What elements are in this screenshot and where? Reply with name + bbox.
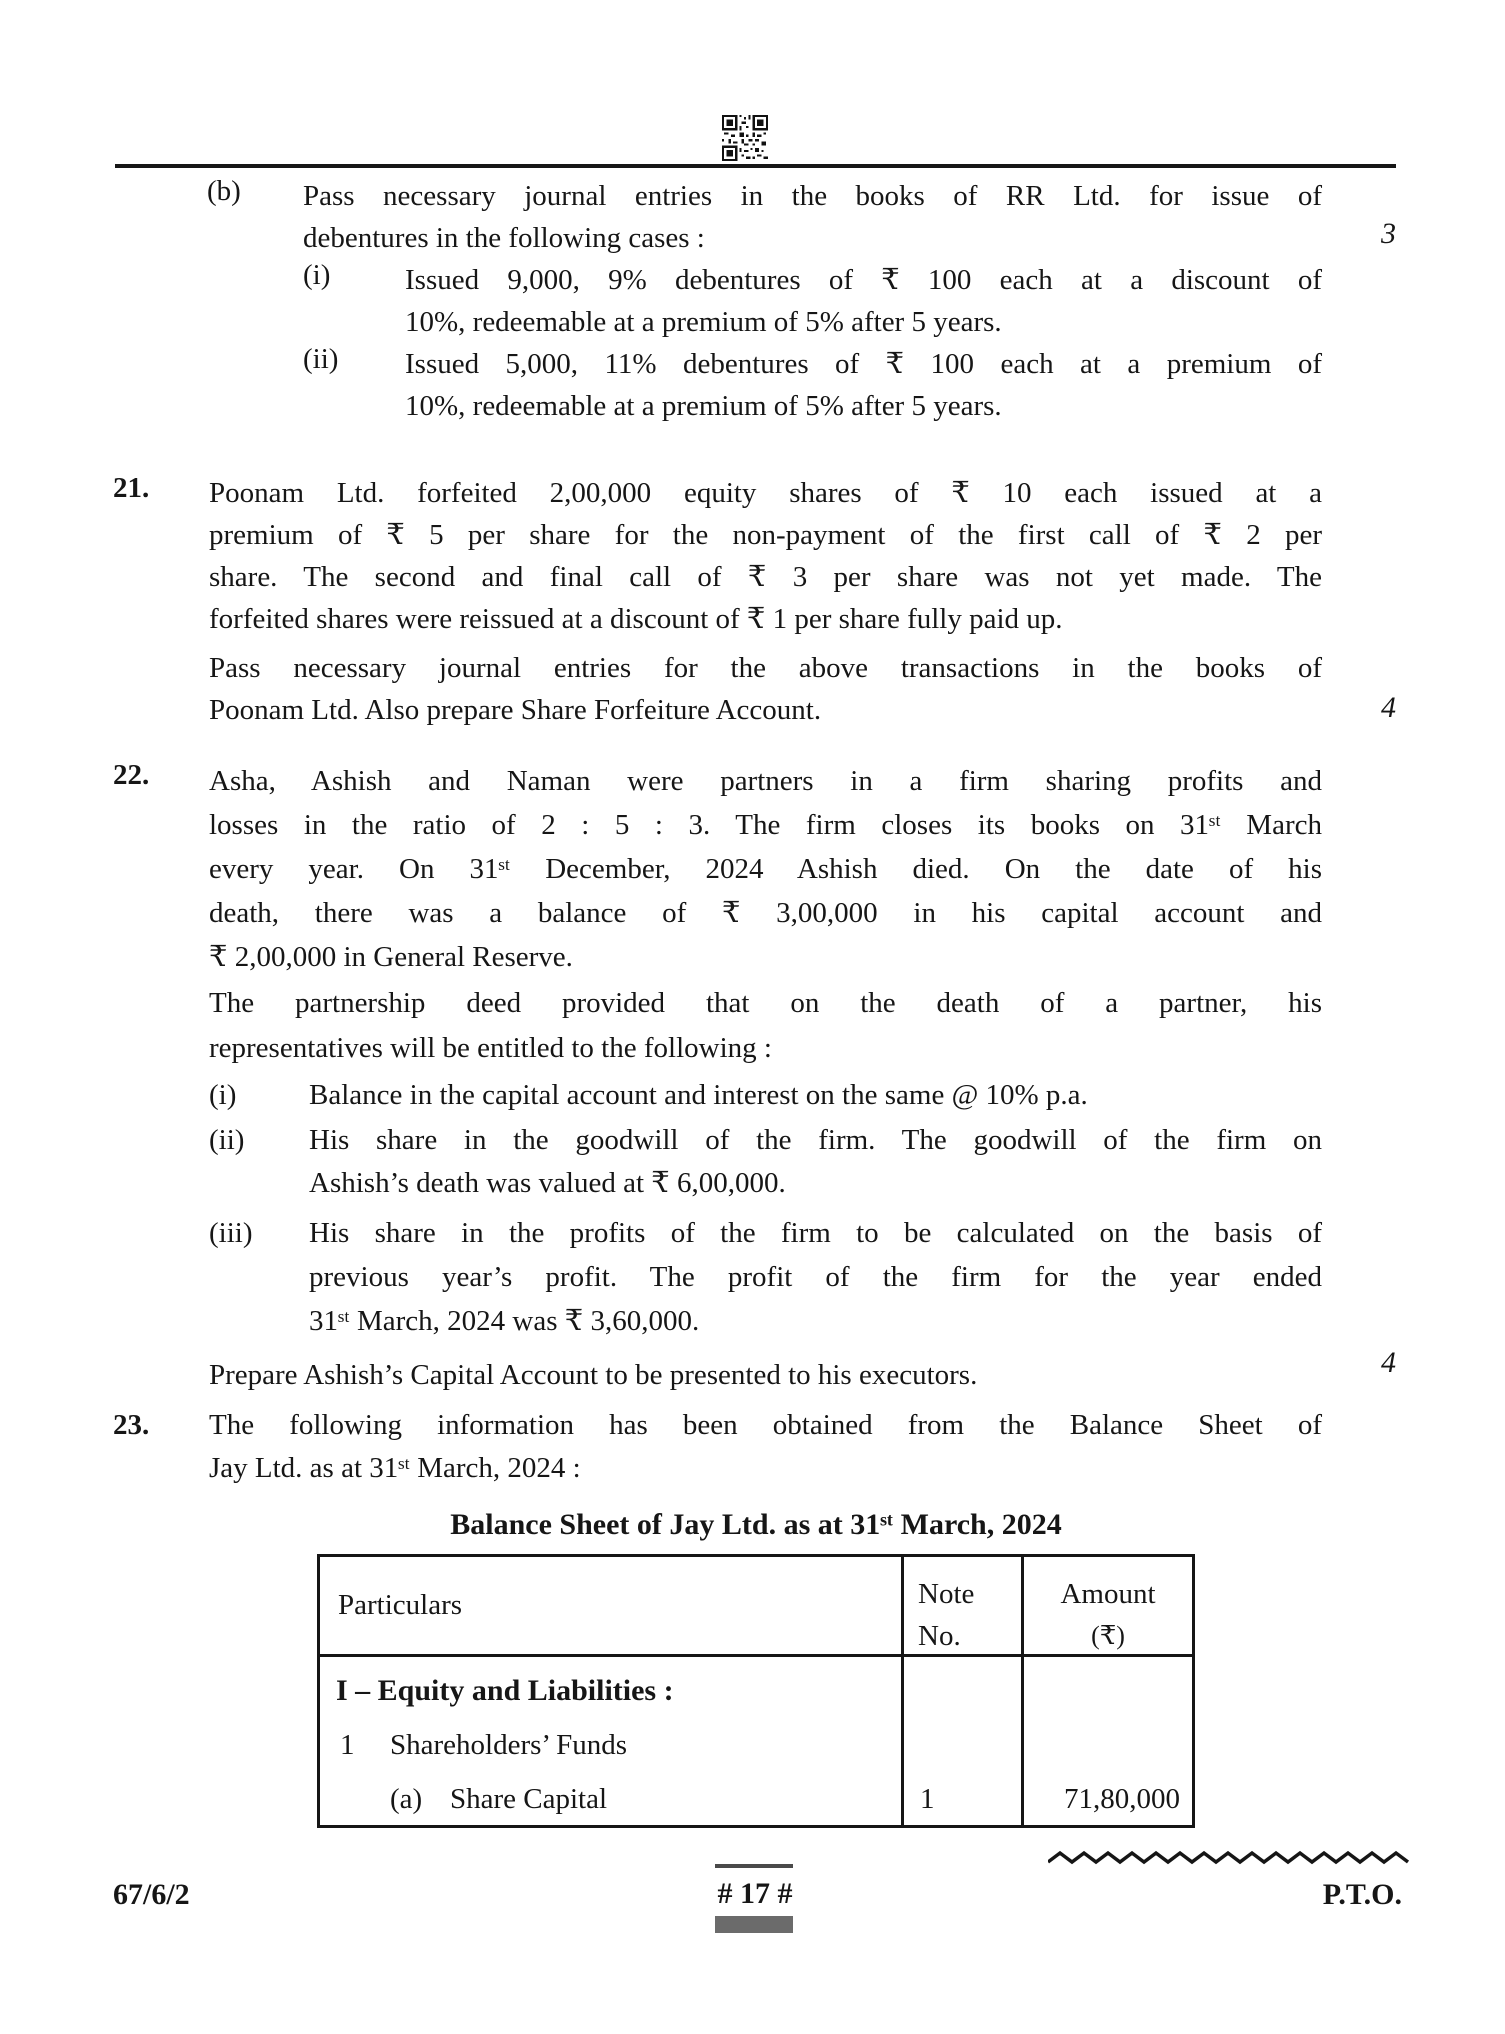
squiggle-divider	[1048, 1847, 1420, 1869]
row-number: (a)	[390, 1783, 423, 1815]
item-label: (i)	[303, 259, 331, 291]
text-line: debentures in the following cases :	[303, 222, 705, 254]
question-21	[113, 472, 1322, 731]
text-line: His share in the profits of the firm to be calculated on the basis of	[309, 1217, 1322, 1249]
text-line: Pass necessary journal entries for the above transactions in the books of	[209, 652, 1322, 684]
question-23	[113, 1404, 1322, 1490]
text-line: Balance in the capital account and interest on the same @ 10% p.a.	[309, 1079, 1088, 1111]
text-line: ₹ 2,00,000 in General Reserve.	[209, 941, 573, 973]
row-label: Shareholders’ Funds	[390, 1729, 628, 1761]
part-label: (b)	[207, 175, 241, 207]
text-line: share. The second and final call of ₹ 3 per share was not yet made. The	[209, 561, 1322, 593]
note-number: 1	[920, 1783, 935, 1815]
table-cell-amount	[1021, 1657, 1192, 1825]
text-line: The partnership deed provided that on the death of a partner, his	[209, 987, 1322, 1019]
text-line: representatives will be entitled to the following :	[209, 1032, 772, 1064]
q22-item-ii	[209, 1119, 1322, 1205]
page-number: # 17 #	[717, 1877, 793, 1910]
row-number: 1	[340, 1729, 355, 1761]
text-line: The following information has been obtained from the Balance Sheet of	[209, 1409, 1322, 1441]
question-number: 21.	[113, 472, 150, 504]
text-line: Jay Ltd. as at 31ˢᵗ March, 2024 :	[209, 1452, 581, 1484]
page-number-top-rule	[715, 1864, 793, 1868]
text-line: Pass necessary journal entries in the books of RR Ltd. for issue of	[303, 180, 1322, 212]
marks-q21: 4	[1381, 691, 1396, 724]
text-line: forfeited shares were reissued at a discount of ₹ 1 per share fully paid up.	[209, 603, 1063, 635]
text-line: Asha, Ashish and Naman were partners in a firm sharing profits and	[209, 765, 1322, 797]
section-heading: I – Equity and Liabilities :	[336, 1674, 674, 1707]
balance-sheet-table	[317, 1554, 1195, 1828]
col-header-note: Note No.	[901, 1557, 1021, 1657]
qr-code-icon	[722, 115, 768, 161]
col-header-amount: Amount (₹)	[1021, 1557, 1192, 1657]
question-part-b	[207, 175, 1322, 259]
item-label: (iii)	[209, 1217, 253, 1249]
text-line: Ashish’s death was valued at ₹ 6,00,000.	[309, 1167, 786, 1199]
header-divider	[115, 164, 1396, 168]
text-line: His share in the goodwill of the firm. The goodwill of the firm on	[309, 1124, 1322, 1156]
text-line: Poonam Ltd. forfeited 2,00,000 equity shares of ₹ 10 each issued at a	[209, 477, 1322, 509]
text-line: previous year’s profit. The profit of the firm for the year ended	[309, 1261, 1322, 1293]
text-line: Issued 5,000, 11% debentures of ₹ 100 each at a premium of	[405, 348, 1322, 380]
text-line: losses in the ratio of 2 : 5 : 3. The firm closes its books on 31ˢᵗ March	[209, 809, 1322, 841]
text-line: Poonam Ltd. Also prepare Share Forfeiture Account.	[209, 694, 822, 726]
marks-q22: 4	[1381, 1346, 1396, 1379]
text-line: 10%, redeemable at a premium of 5% after 5 years.	[405, 306, 1002, 338]
text-line: 31ˢᵗ March, 2024 was ₹ 3,60,000.	[309, 1305, 700, 1337]
item-label: (ii)	[209, 1124, 245, 1156]
text-line: death, there was a balance of ₹ 3,00,000 in his capital account and	[209, 897, 1322, 929]
part-b-item-i	[303, 259, 1322, 343]
col-header-particulars: Particulars	[320, 1557, 901, 1657]
pto-label: P.T.O.	[1322, 1878, 1402, 1911]
amount-value: 71,80,000	[1064, 1783, 1180, 1815]
q22-item-iii	[209, 1211, 1322, 1343]
part-b-item-ii	[303, 343, 1322, 427]
marks-part-b: 3	[1381, 217, 1396, 250]
text-line: 10%, redeemable at a premium of 5% after 5 years.	[405, 390, 1002, 422]
text-line: every year. On 31ˢᵗ December, 2024 Ashish died. On the date of his	[209, 853, 1322, 885]
q22-item-i	[209, 1074, 1322, 1117]
balance-sheet-title: Balance Sheet of Jay Ltd. as at 31ˢᵗ March, 2024	[450, 1508, 1062, 1541]
text-line: Prepare Ashish’s Capital Account to be presented to his executors.	[209, 1359, 978, 1391]
text-line: premium of ₹ 5 per share for the non-payment of the first call of ₹ 2 per	[209, 519, 1322, 551]
row-label: Share Capital	[450, 1783, 608, 1815]
page-number-bottom-bar	[715, 1916, 793, 1933]
question-number: 23.	[113, 1409, 150, 1441]
item-label: (ii)	[303, 343, 339, 375]
table-cell-particulars	[320, 1657, 901, 1825]
table-cell-note	[901, 1657, 1021, 1825]
question-number: 22.	[113, 759, 150, 791]
question-22	[113, 759, 1322, 1396]
paper-code: 67/6/2	[113, 1878, 190, 1911]
item-label: (i)	[209, 1079, 237, 1111]
text-line: Issued 9,000, 9% debentures of ₹ 100 each at a discount of	[405, 264, 1322, 296]
